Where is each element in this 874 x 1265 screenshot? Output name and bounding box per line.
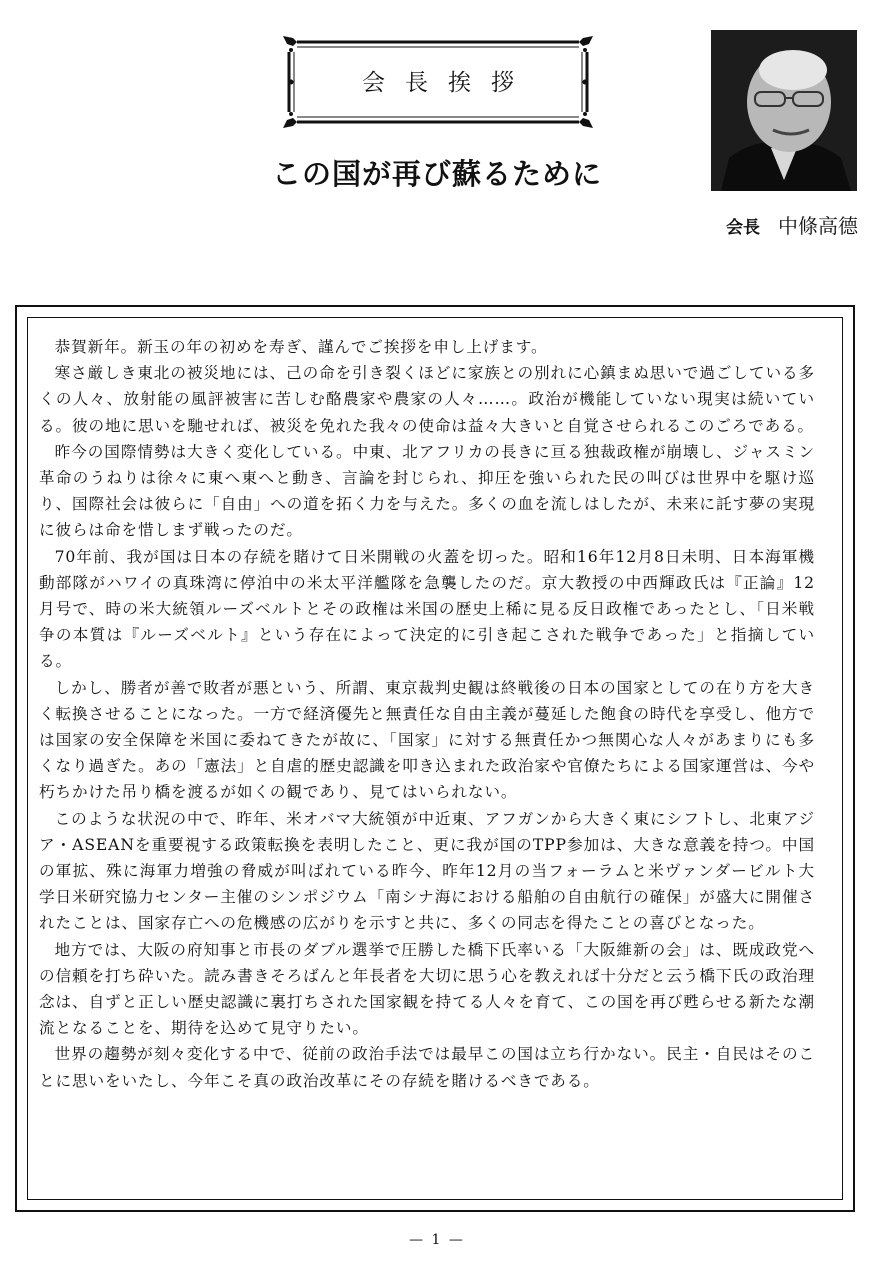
portrait-image [711,30,857,191]
paragraph: 70年前、我が国は日本の存続を賭けて日米開戦の火蓋を切った。昭和16年12月8日未明、日本海軍機動部隊がハワイの真珠湾に停泊中の米太平洋艦隊を急襲したのだ。京大教授の中西輝政氏は『正論』12月号で、時の米大統領ルーズベルトとその政権は米国の歴史上稀に見る反日政権であったとし、「日米戦争の本質は『ルーズベルト』という存在によって決定的に引き起こされた戦争であった」と指摘している。 [39,547,815,671]
paragraph: しかし、勝者が善で敗者が悪という、所謂、東京裁判史観は終戦後の日本の国家としての在り方を大きく転換させることになった。一方で経済優先と無責任な自由主義が蔓延した飽食の時代を享受し、他方では国家の安全保障を米国に委ねてきたが故に、「国家」に対する無責任かつ無関心な人々があまりにも多くなり過ぎた。あの「憲法」と自虐的歴史認識を叩き込まれた政治家や官僚たちによる国家運営は、今や朽ちかけた吊り橋を渡るが如くの観であり、見てはいられない。 [39,678,815,802]
page-number: — 1 — [409,1232,465,1248]
paragraph: このような状況の中で、昨年、米オバマ大統領が中近東、アフガンから大きく東にシフトし、北東アジア・ASEANを重要視する政策転換を表明したこと、更に我が国のTPP参加は、大きな意義を持つ。中国の軍拡、殊に海軍力増強の脅威が叫ばれている昨今、昨年12月の当フォーラムと米ヴァンダービルト大学日米研究協力センター主催のシンポジウム「南シナ海における船舶の自由航行の確保」が盛大に開催されたことは、国家存亡への危機感の広がりを示すと共に、多くの同志を得たことの喜びとなった。 [39,809,815,933]
section-label: 会長挨拶 [362,70,534,96]
author-role: 会長 [726,218,760,238]
paragraph: 恭賀新年。新玉の年の初めを寿ぎ、謹んでご挨拶を申し上げます。 [54,338,548,356]
author-name: 中條高德 [778,214,858,238]
paragraph: 地方では、大阪の府知事と市長のダブル選挙で圧勝した橋下氏率いる「大阪維新の会」は、既成政党への信頼を打ち砕いた。読み書きそろばんと年長者を大切に思う心を教えれば十分だと云う橋下氏の政治理念は、自ずと正しい歴史認識に裏打ちされた国家観を持てる人々を育て、この国を再び甦らせる新たな潮流となることを、期待を込めて見守りたい。 [39,940,815,1038]
article-frame [15,305,855,1212]
section-header-frame [281,34,595,130]
paragraph: 寒さ厳しき東北の被災地には、己の命を引き裂くほどに家族との別れに心鎮まぬ思いで過ごしている多くの人々、放射能の風評被害に苦しむ酪農家や農家の人々……。政治が機能していない現実は続いている。彼の地に思いを馳せれば、被災を免れた我々の使命は益々大きいと自覚させられるこのごろである。 [39,364,815,435]
author-portrait-photo [711,30,857,191]
article-body [39,334,815,1094]
page-title: この国が再び蘇るために [271,157,602,191]
paragraph: 世界の趨勢が刻々変化する中で、従前の政治手法では最早この国は立ち行かない。民主・自民はそのことに思いをいたし、今年こそ真の政治改革にその存続を賭けるべきである。 [39,1045,815,1090]
paragraph: 昨今の国際情勢は大きく変化している。中東、北アフリカの長きに亘る独裁政権が崩壊し、ジャスミン革命のうねりは徐々に東へ東へと動き、言論を封じられ、抑圧を強いられた民の叫びは世界中を駆け巡り、国際社会は彼らに「自由」への道を拓く力を与えた。多くの血を流しはしたが、未来に託す夢の実現に彼らは命を惜しまず戦ったのだ。 [39,442,815,540]
author-byline [660,210,858,239]
